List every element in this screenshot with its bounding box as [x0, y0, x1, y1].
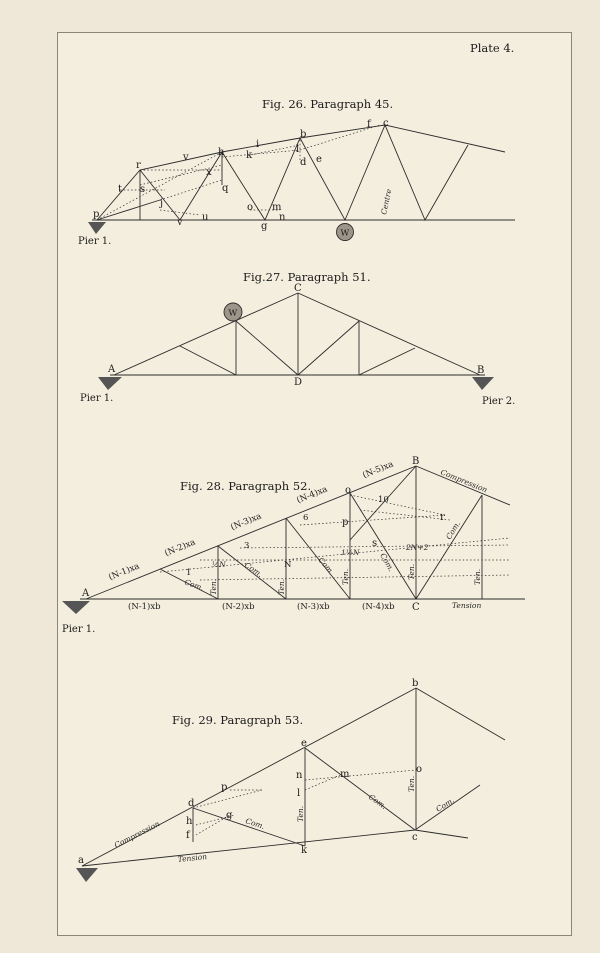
- fig28-bottom-label-3: (N-3)xb: [297, 602, 330, 612]
- fig27-label-B: B: [477, 365, 485, 376]
- fig29-caption: Fig. 29. Paragraph 53.: [172, 713, 304, 727]
- fig26-weight: W: [340, 228, 350, 239]
- fig26-centre-label: Centre: [379, 188, 394, 216]
- fig29-label-g: g: [226, 810, 233, 821]
- fig28-label-6: 6: [303, 513, 309, 523]
- fig27-weight: W: [228, 308, 238, 319]
- fig29-tension-label: Tension: [177, 851, 208, 864]
- fig28-top-label-5: (N-5)xa: [361, 459, 395, 481]
- fig26-label-d: d: [300, 157, 307, 168]
- fig27-label-C: C: [294, 283, 302, 294]
- fig28-compression-label: Compression: [439, 467, 489, 495]
- plate-title: Plate 4.: [470, 41, 515, 55]
- fig26-pier: Pier 1.: [78, 236, 112, 247]
- fig29-label-n: n: [296, 770, 303, 781]
- fig28-tension-label: Tension: [452, 601, 482, 610]
- fig29-com-2: Com.: [366, 792, 389, 811]
- fig28-label-N: N: [284, 560, 292, 570]
- fig27-pier1: Pier 1.: [80, 393, 114, 404]
- fig29-compression-label: Compression: [112, 819, 162, 850]
- fig26-label-p: p: [93, 209, 100, 220]
- fig26-label-i: i: [256, 139, 260, 150]
- fig27-label-A: A: [108, 364, 116, 375]
- fig26-label-u: u: [202, 212, 209, 223]
- fig26-label-h: h: [218, 147, 225, 158]
- fig29-label-l: l: [297, 788, 301, 799]
- fig28-label-B: B: [412, 456, 420, 467]
- fig28-top-label-3: (N-3)xa: [229, 511, 263, 533]
- fig26-label-n: n: [279, 212, 286, 223]
- figure-28: [62, 456, 525, 635]
- fig28-ten-4: Ten.: [407, 563, 416, 580]
- fig26-label-o: o: [247, 202, 254, 213]
- fig28-ten-2: Ten.: [277, 578, 286, 595]
- fig28-label-A: A: [82, 588, 90, 599]
- fig26-label-x: x: [206, 167, 212, 178]
- fig26-label-s: s: [140, 184, 146, 195]
- fig28-com-5: Com.: [444, 519, 463, 542]
- fig29-ten-1: Ten.: [296, 805, 305, 822]
- fig29-label-f: f: [186, 830, 190, 841]
- fig26-label-e: e: [316, 154, 322, 165]
- fig26-label-v2: v: [177, 217, 183, 228]
- fig28-label-3: 3: [244, 541, 250, 551]
- fig27-caption: Fig.27. Paragraph 51.: [243, 270, 371, 284]
- fig28-bottom-label-4: (N-4)xb: [362, 602, 395, 612]
- fig28-com-2: Com.: [242, 560, 265, 579]
- fig26-label-q: q: [222, 183, 229, 194]
- fig29-ten-2: Ten.: [407, 775, 416, 792]
- fig26-label-k: k: [246, 150, 253, 161]
- fig28-bottom-label-1: (N-1)xb: [128, 602, 161, 612]
- fig28-top-label-4: (N-4)xa: [295, 484, 329, 506]
- fig28-label-1halfN: 1½N: [341, 548, 360, 557]
- fig29-label-m: m: [340, 769, 350, 780]
- fig26-label-f: f: [367, 119, 371, 130]
- fig29-label-k: k: [301, 845, 308, 856]
- fig28-label-p: p: [342, 517, 349, 528]
- fig28-ten-1: Ten.: [209, 578, 218, 595]
- fig26-label-j: j: [160, 198, 164, 209]
- fig29-label-e: e: [301, 738, 307, 749]
- fig26-label-c: c: [383, 118, 389, 129]
- fig29-label-h: h: [186, 816, 193, 827]
- fig26-label-l: l: [296, 144, 300, 155]
- fig29-label-o: o: [416, 764, 423, 775]
- fig29-label-a: a: [78, 855, 84, 866]
- fig29-label-d: d: [188, 798, 195, 809]
- fig28-label-s: s: [372, 538, 378, 549]
- fig28-pier: Pier 1.: [62, 624, 96, 635]
- fig29-label-c: c: [412, 832, 418, 843]
- fig28-label-C: C: [412, 602, 420, 613]
- fig29-com-3: Com.: [434, 795, 456, 814]
- fig28-bottom-label-2: (N-2)xb: [222, 602, 255, 612]
- fig29-label-p: p: [221, 782, 228, 793]
- fig29-label-b: b: [412, 678, 419, 689]
- fig26-caption: Fig. 26. Paragraph 45.: [262, 97, 394, 111]
- fig28-com-1: Com.: [183, 577, 205, 593]
- fig28-caption: Fig. 28. Paragraph 52.: [180, 479, 312, 493]
- fig27-label-D: D: [294, 377, 303, 388]
- fig26-label-t: t: [118, 184, 123, 195]
- figure-29: [76, 678, 505, 882]
- fig28-label-2N2: 2N+2: [406, 543, 429, 552]
- fig26-label-m: m: [272, 202, 282, 213]
- fig26-label-r: r: [136, 160, 141, 171]
- fig26-label-b: b: [300, 129, 307, 140]
- fig28-label-o: o: [345, 485, 352, 496]
- fig28-top-label-1: (N-1)xa: [107, 561, 141, 583]
- fig28-label-halfN: ½N: [212, 560, 226, 569]
- fig29-com-1: Com.: [244, 816, 266, 832]
- fig28-label-r: r: [440, 512, 445, 523]
- figure-26: [78, 97, 515, 247]
- fig28-com-4: Com.: [378, 551, 396, 574]
- fig28-com-3: Com.: [316, 555, 337, 577]
- fig28-label-10: 10: [378, 495, 389, 505]
- fig28-top-label-2: (N-2)xa: [163, 537, 197, 559]
- fig28-label-1: 1: [186, 568, 192, 578]
- fig28-ten-5: Ten.: [473, 568, 482, 585]
- figure-27: [80, 270, 515, 407]
- fig26-label-v1: v: [183, 152, 189, 163]
- fig26-label-g: g: [261, 221, 268, 232]
- fig27-pier2: Pier 2.: [482, 396, 516, 407]
- fig28-ten-3: Ten.: [341, 568, 350, 585]
